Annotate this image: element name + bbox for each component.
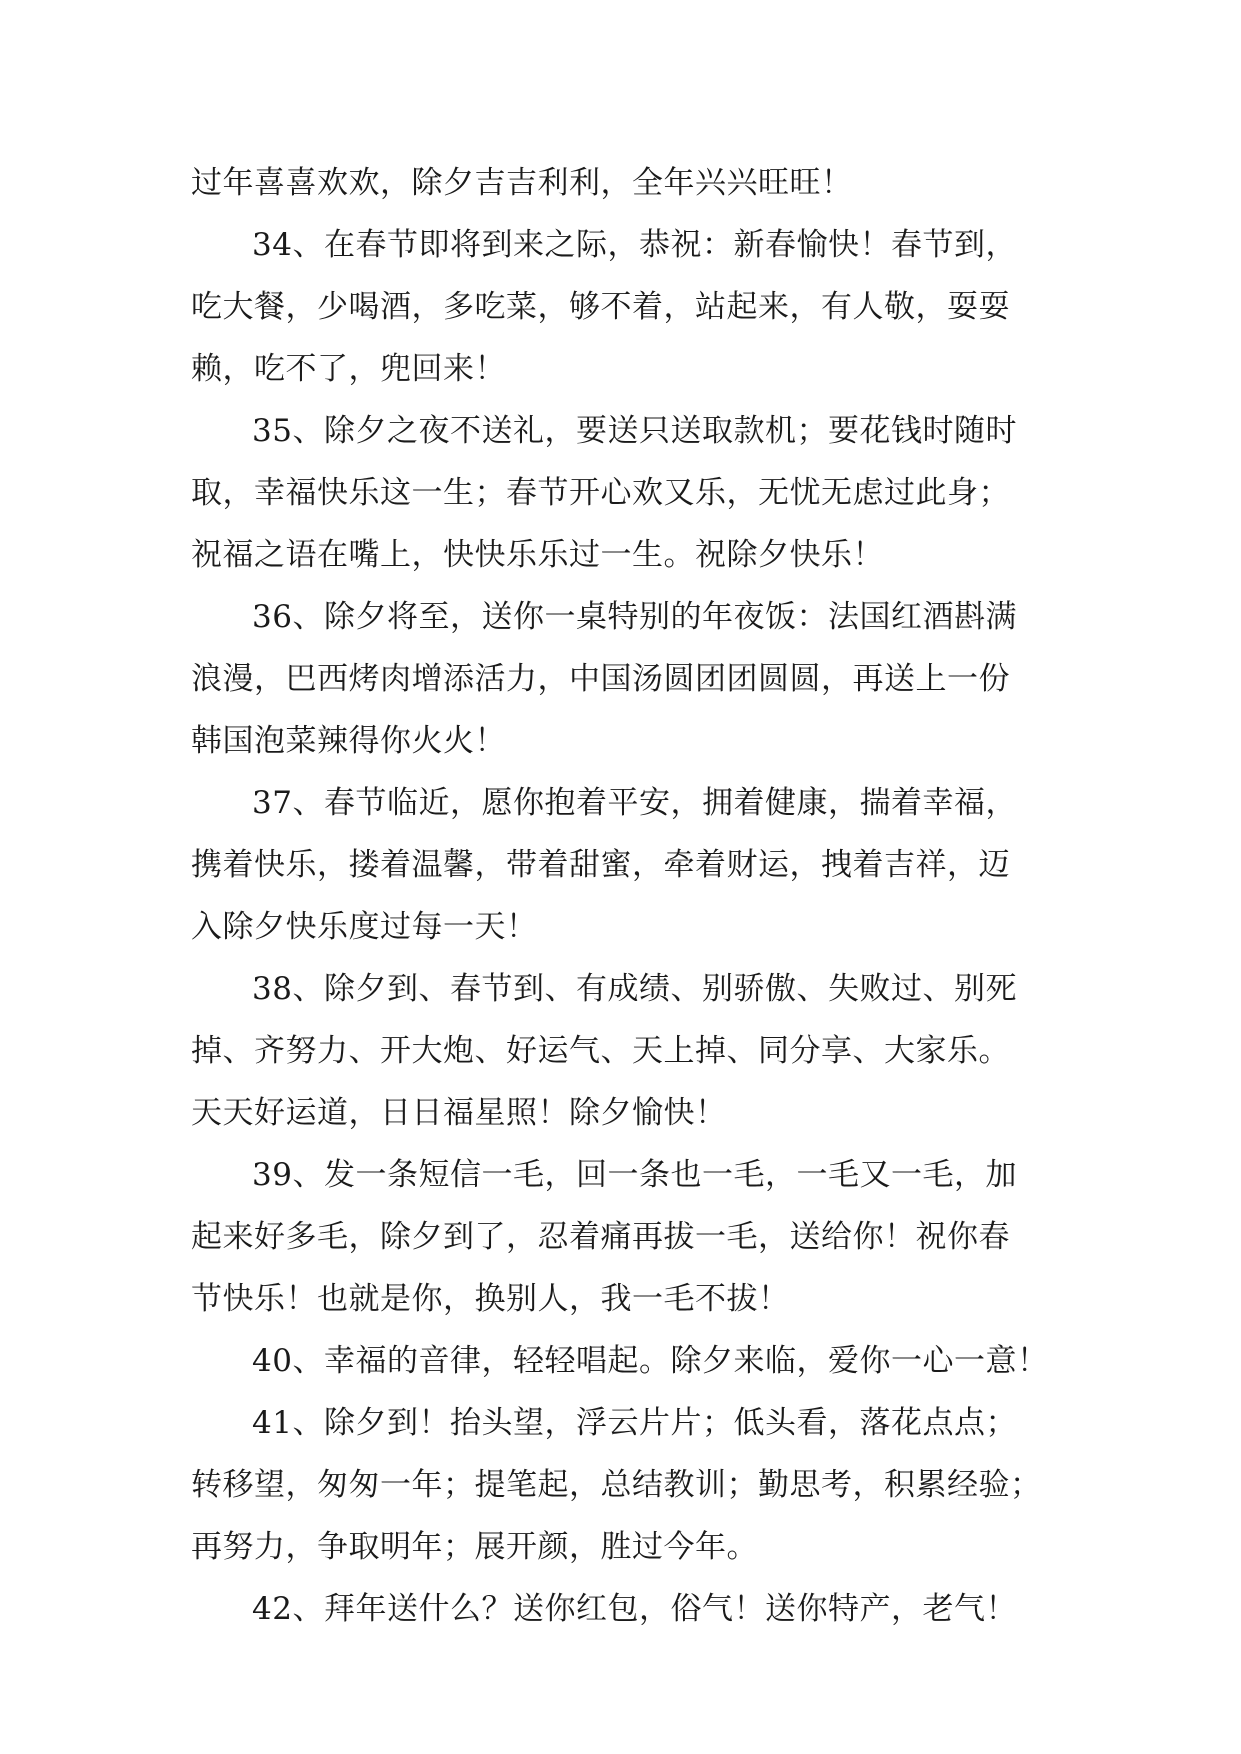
text-line: 40、幸福的音律，轻轻唱起。除夕来临，爱你一心一意！ bbox=[252, 1343, 1049, 1379]
text-line: 过年喜喜欢欢，除夕吉吉利利，全年兴兴旺旺！ bbox=[191, 165, 853, 201]
text-line: 祝福之语在嘴上，快快乐乐过一生。祝除夕快乐！ bbox=[191, 537, 884, 573]
text-line: 34、在春节即将到来之际，恭祝：新春愉快！春节到， bbox=[252, 227, 1017, 263]
text-line: 36、除夕将至，送你一桌特别的年夜饭：法国红酒斟满 bbox=[252, 599, 1017, 635]
text-line: 携着快乐，搂着温馨，带着甜蜜，牵着财运，拽着吉祥，迈 bbox=[191, 847, 1010, 883]
text-line: 38、除夕到、春节到、有成绩、别骄傲、失败过、别死 bbox=[252, 971, 1017, 1007]
text-line: 吃大餐，少喝酒，多吃菜，够不着，站起来，有人敬，耍耍 bbox=[191, 289, 1010, 325]
document-body bbox=[191, 152, 1071, 1640]
text-line: 天天好运道，日日福星照！除夕愉快！ bbox=[191, 1095, 727, 1131]
text-line: 赖，吃不了，兜回来！ bbox=[191, 351, 506, 387]
text-line: 转移望，匆匆一年；提笔起，总结教训；勤思考，积累经验； bbox=[191, 1467, 1042, 1503]
text-line: 42、拜年送什么？送你红包，俗气！送你特产，老气！ bbox=[252, 1591, 1017, 1627]
text-line: 韩国泡菜辣得你火火！ bbox=[191, 723, 506, 759]
text-line: 节快乐！也就是你，换别人，我一毛不拔！ bbox=[191, 1281, 790, 1317]
text-line: 再努力，争取明年；展开颜，胜过今年。 bbox=[191, 1529, 758, 1565]
text-line: 起来好多毛，除夕到了，忍着痛再拔一毛，送给你！祝你春 bbox=[191, 1219, 1010, 1255]
text-line: 浪漫，巴西烤肉增添活力，中国汤圆团团圆圆，再送上一份 bbox=[191, 661, 1010, 697]
text-line: 37、春节临近，愿你抱着平安，拥着健康，揣着幸福， bbox=[252, 785, 1017, 821]
text-line: 41、除夕到！抬头望，浮云片片；低头看，落花点点； bbox=[252, 1405, 1017, 1441]
text-line: 取，幸福快乐这一生；春节开心欢又乐，无忧无虑过此身； bbox=[191, 475, 1010, 511]
text-line: 35、除夕之夜不送礼，要送只送取款机；要花钱时随时 bbox=[252, 413, 1017, 449]
text-line: 掉、齐努力、开大炮、好运气、天上掉、同分享、大家乐。 bbox=[191, 1033, 1010, 1069]
text-line: 39、发一条短信一毛，回一条也一毛，一毛又一毛，加 bbox=[252, 1157, 1017, 1193]
text-line: 入除夕快乐度过每一天！ bbox=[191, 909, 538, 945]
